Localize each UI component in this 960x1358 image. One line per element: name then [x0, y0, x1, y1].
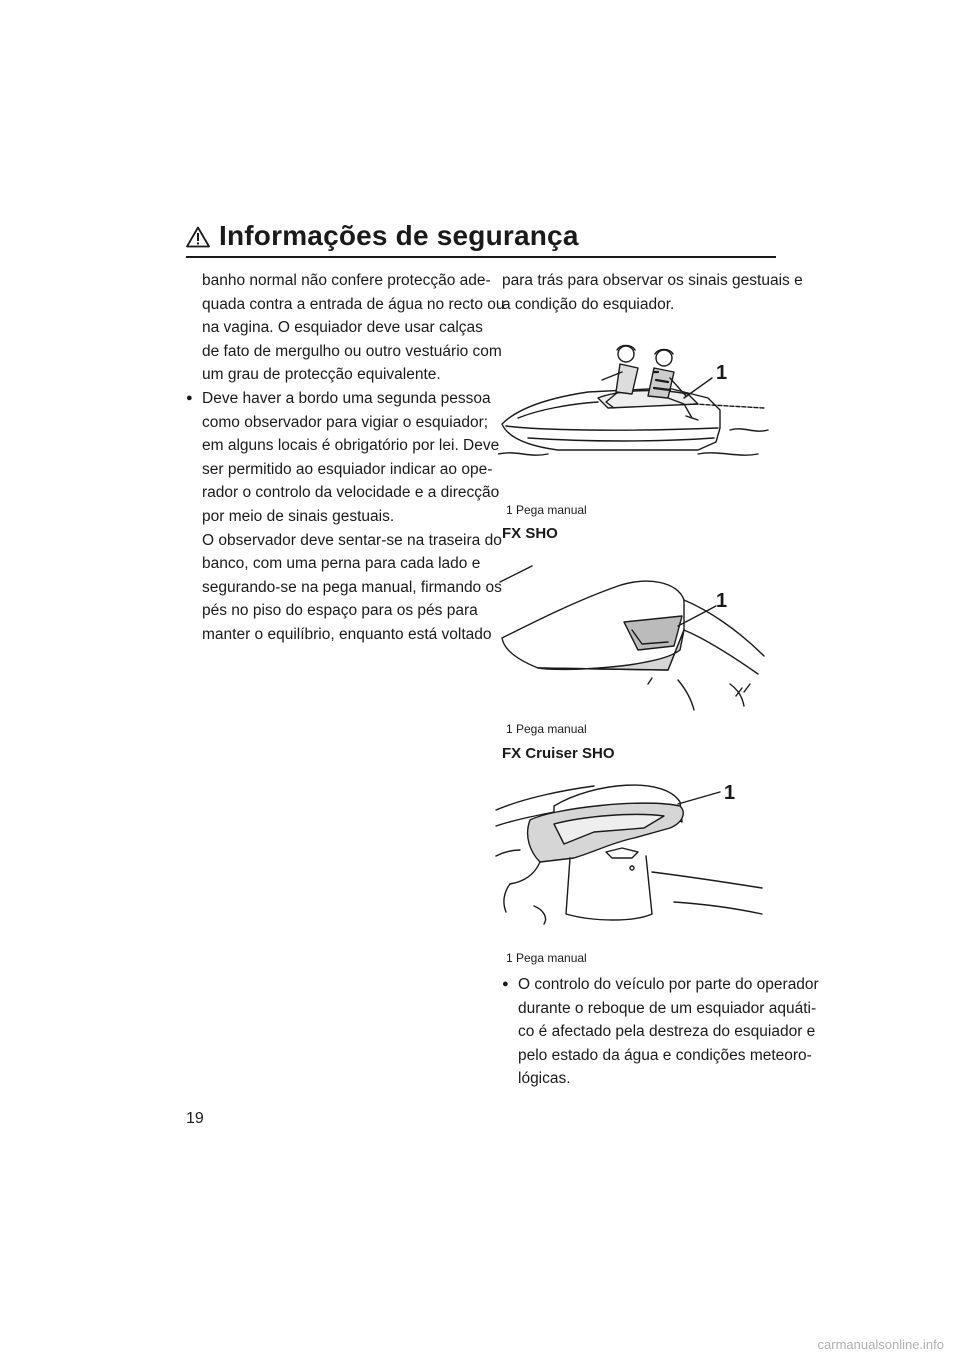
figure-caption	[506, 502, 587, 518]
model-heading-fx-cruiser-sho: FX Cruiser SHO	[502, 745, 615, 762]
text-line: lógicas.	[518, 1070, 571, 1088]
caption-number: 1	[506, 503, 513, 517]
figure-callout-1: 1	[716, 590, 728, 612]
caption-number: 1	[506, 951, 513, 965]
text-line: a condição do esquiador.	[502, 295, 675, 313]
caption-text: Pega manual	[516, 722, 587, 736]
text-line: ser permitido ao esquiador indicar ao ope-	[202, 460, 493, 478]
caption-text: Pega manual	[516, 951, 587, 965]
text-line: quada contra a entrada de água no recto ou	[202, 295, 505, 313]
text-line: um grau de protecção equivalente.	[202, 366, 441, 384]
page-number: 19	[186, 1110, 204, 1127]
left-column	[186, 269, 505, 647]
text-line: na vagina. O esquiador deve usar calças	[202, 319, 483, 337]
caption-number: 1	[506, 722, 513, 736]
text-line: O controlo do veículo por parte do operador	[518, 976, 819, 993]
page-header	[186, 220, 776, 260]
watercraft-riders-illustration	[498, 338, 776, 470]
figure-caption	[506, 950, 587, 966]
text-line: para trás para observar os sinais gestuais e	[502, 272, 803, 289]
figure-callout-1: 1	[724, 782, 736, 804]
figure-fx-cruiser-sho-handle	[494, 772, 766, 940]
text-line: banho normal não confere protecção ade-	[202, 272, 491, 289]
text-line: pelo estado da água e condições meteoro-	[518, 1046, 812, 1064]
text-line: O observador deve sentar-se na traseira do	[202, 531, 502, 549]
text-line: co é afectado pela destreza do esquiador e	[518, 1023, 816, 1041]
header-rule	[186, 256, 776, 258]
continued-paragraph	[186, 269, 505, 387]
caption-text: Pega manual	[516, 503, 587, 517]
observer-paragraph	[186, 529, 502, 647]
bullet-icon: ●	[502, 978, 509, 990]
text-line: segurando-se na pega manual, firmando os	[202, 578, 502, 596]
text-line: Deve haver a bordo uma segunda pessoa	[202, 389, 491, 407]
text-line: rador o controlo da velocidade e a direcção	[202, 484, 500, 502]
text-line: por meio de sinais gestuais.	[202, 507, 395, 525]
watermark: carmanualsonline.info	[817, 1337, 944, 1352]
text-line: durante o reboque de um esquiador aquáti-	[518, 999, 817, 1017]
text-line: como observador para vigiar o esquiador;	[202, 413, 489, 431]
bullet-icon: ●	[186, 391, 193, 404]
warning-icon	[186, 226, 210, 248]
text-line: pés no piso do espaço para os pés para	[202, 602, 478, 620]
figure-fx-sho-handle	[498, 560, 770, 712]
page-title: Informações de segurança	[219, 220, 579, 251]
fx-sho-handle-illustration	[498, 560, 770, 712]
bullet-item-control	[502, 973, 819, 1091]
text-line: banco, com uma perna para cada lado e	[202, 555, 481, 573]
bullet-item-observer	[186, 387, 500, 529]
text-line: em alguns locais é obrigatório por lei. Deve	[202, 437, 500, 455]
right-column-continuation	[502, 269, 803, 316]
text-line: manter o equilíbrio, enquanto está voltado	[202, 625, 492, 643]
figure-observer-riding	[498, 338, 776, 470]
figure-callout-1: 1	[716, 362, 728, 384]
text-line: de fato de mergulho ou outro vestuário com	[202, 342, 502, 360]
model-heading-fx-sho: FX SHO	[502, 525, 558, 542]
figure-caption	[506, 721, 587, 737]
